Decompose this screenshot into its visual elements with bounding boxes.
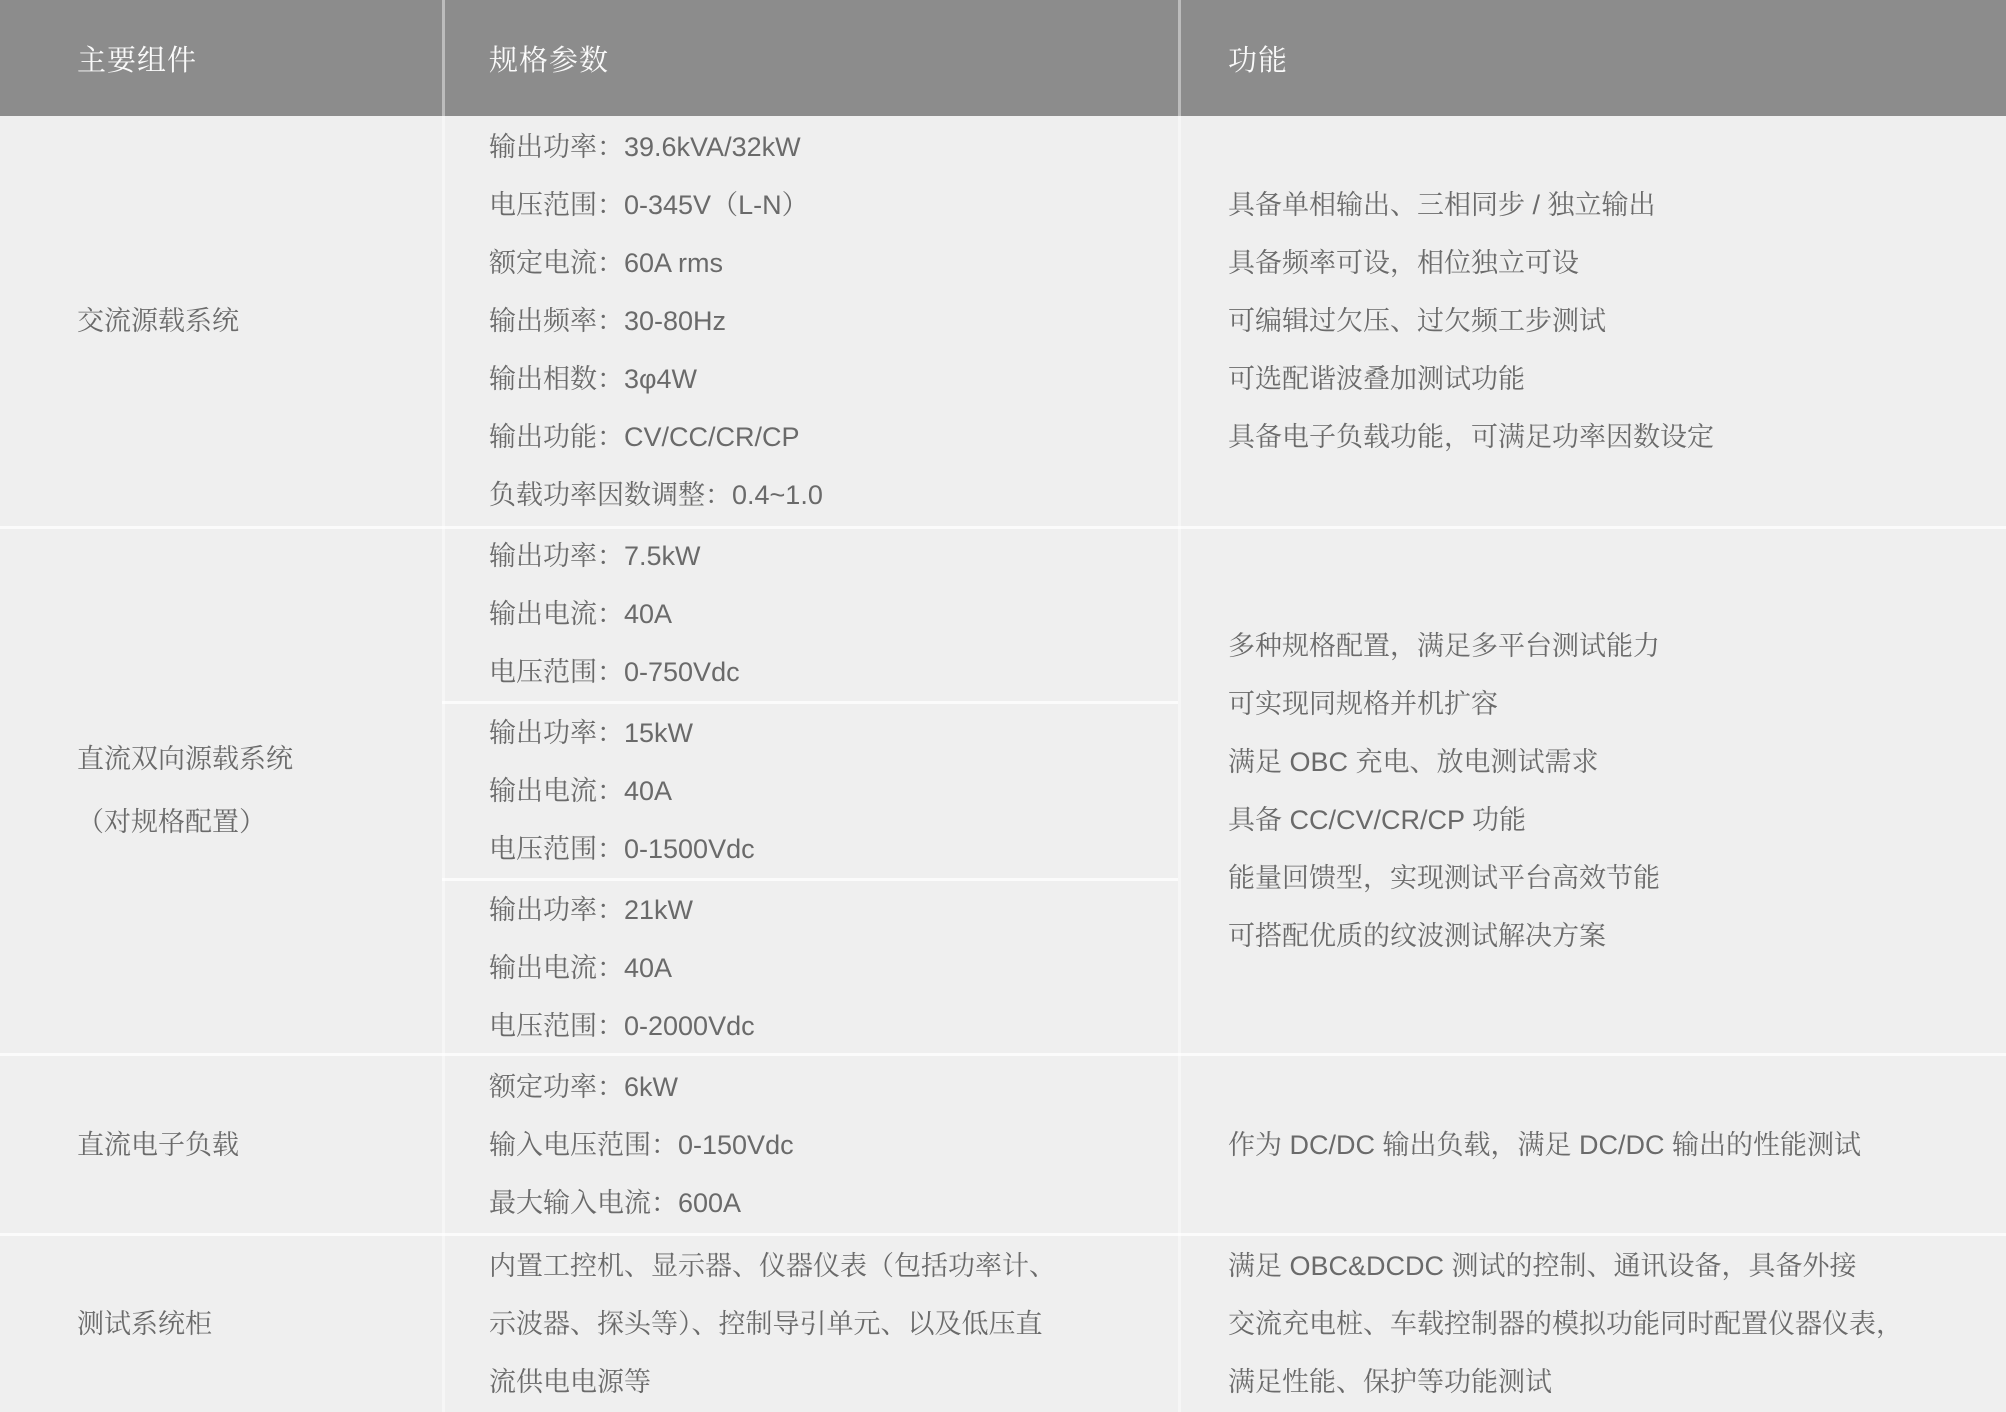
component-cell — [0, 1056, 442, 1233]
functions-cell — [1178, 1236, 2006, 1412]
specs-cell — [442, 1056, 1178, 1233]
column-divider — [1178, 0, 1181, 1412]
functions-cell — [1178, 529, 2006, 1053]
function-line: 具备单相输出、三相同步 / 独立输出 — [1228, 190, 1656, 220]
component-cell — [0, 529, 442, 1053]
spec-group-21kw — [442, 878, 1178, 1055]
header-cell-functions — [1178, 0, 2006, 116]
component-cell — [0, 1236, 442, 1412]
spec-line: 流供电电源等 — [489, 1367, 651, 1397]
component-label: 直流双向源载系统 — [77, 744, 293, 774]
specs-cell — [442, 1236, 1178, 1412]
spec-line: 内置工控机、显示器、仪器仪表（包括功率计、 — [489, 1251, 1056, 1281]
spec-line: 负载功率因数调整：0.4~1.0 — [489, 480, 823, 510]
spec-line: 输出功率：21kW — [489, 895, 694, 925]
function-line: 可实现同规格并机扩容 — [1228, 689, 1498, 719]
spec-line: 输入电压范围：0-150Vdc — [489, 1129, 794, 1160]
spec-line: 输出功能：CV/CC/CR/CP — [489, 422, 800, 452]
spec-line: 电压范围：0-2000Vdc — [489, 1011, 755, 1041]
function-line: 多种规格配置，满足多平台测试能力 — [1228, 631, 1660, 661]
table-header-row — [0, 0, 2006, 116]
spec-line: 输出电流：40A — [489, 776, 673, 806]
function-line: 满足性能、保护等功能测试 — [1228, 1367, 1552, 1397]
function-line: 可选配谐波叠加测试功能 — [1228, 364, 1525, 394]
spec-line: 最大输入电流：600A — [489, 1187, 742, 1218]
header-label-functions: 功能 — [1228, 44, 1289, 77]
function-line: 作为 DC/DC 输出负载，满足 DC/DC 输出的性能测试 — [1228, 1129, 1861, 1160]
function-line: 具备 CC/CV/CR/CP 功能 — [1228, 805, 1527, 835]
function-line: 具备频率可设，相位独立可设 — [1228, 248, 1579, 278]
component-label: 交流源载系统 — [77, 306, 239, 336]
header-label-components: 主要组件 — [77, 44, 198, 77]
spec-line: 输出电流：40A — [489, 953, 673, 983]
spec-line: 额定功率：6kW — [489, 1071, 678, 1102]
functions-cell — [1178, 1056, 2006, 1233]
header-cell-specs — [442, 0, 1178, 116]
specs-cell — [442, 116, 1178, 526]
component-cell — [0, 116, 442, 526]
column-divider — [442, 0, 445, 1412]
header-cell-components — [0, 0, 442, 116]
spec-line: 输出电流：40A — [489, 599, 673, 629]
function-line: 能量回馈型，实现测试平台高效节能 — [1228, 863, 1660, 893]
function-line: 满足 OBC&DCDC 测试的控制、通讯设备，具备外接 — [1228, 1251, 1857, 1281]
functions-cell — [1178, 116, 2006, 526]
table-row-test-system-cabinet — [0, 1233, 2006, 1412]
table-row-dc-electronic-load — [0, 1053, 2006, 1233]
spec-line: 示波器、探头等）、控制导引单元、以及低压直 — [489, 1309, 1043, 1339]
spec-line: 电压范围：0-1500Vdc — [489, 834, 755, 864]
table-row-ac-source-load — [0, 116, 2006, 526]
spec-line: 电压范围：0-345V（L-N） — [489, 190, 809, 220]
function-line: 交流充电桩、车载控制器的模拟功能同时配置仪器仪表， — [1228, 1309, 1903, 1339]
spec-group-7-5kw — [442, 527, 1178, 701]
function-line: 可搭配优质的纹波测试解决方案 — [1228, 921, 1606, 951]
spec-line: 输出功率：7.5kW — [489, 541, 701, 571]
spec-group-15kw — [442, 701, 1178, 878]
component-label: 测试系统柜 — [77, 1309, 212, 1339]
function-line: 可编辑过欠压、过欠频工步测试 — [1228, 306, 1606, 336]
spec-line: 输出相数：3φ4W — [489, 364, 698, 394]
component-label: 直流电子负载 — [77, 1129, 239, 1160]
function-line: 满足 OBC 充电、放电测试需求 — [1228, 747, 1599, 777]
component-note: （对规格配置） — [77, 807, 266, 837]
table-row-dc-bidirectional — [0, 526, 2006, 1053]
spec-line: 电压范围：0-750Vdc — [489, 657, 740, 687]
header-label-specs: 规格参数 — [489, 44, 610, 77]
spec-line: 额定电流：60A rms — [489, 248, 724, 278]
spec-line: 输出频率：30-80Hz — [489, 306, 727, 336]
specs-cell — [442, 529, 1178, 1053]
function-line: 具备电子负载功能，可满足功率因数设定 — [1228, 422, 1714, 452]
spec-line: 输出功率：39.6kVA/32kW — [489, 132, 801, 162]
spec-line: 输出功率：15kW — [489, 718, 694, 748]
